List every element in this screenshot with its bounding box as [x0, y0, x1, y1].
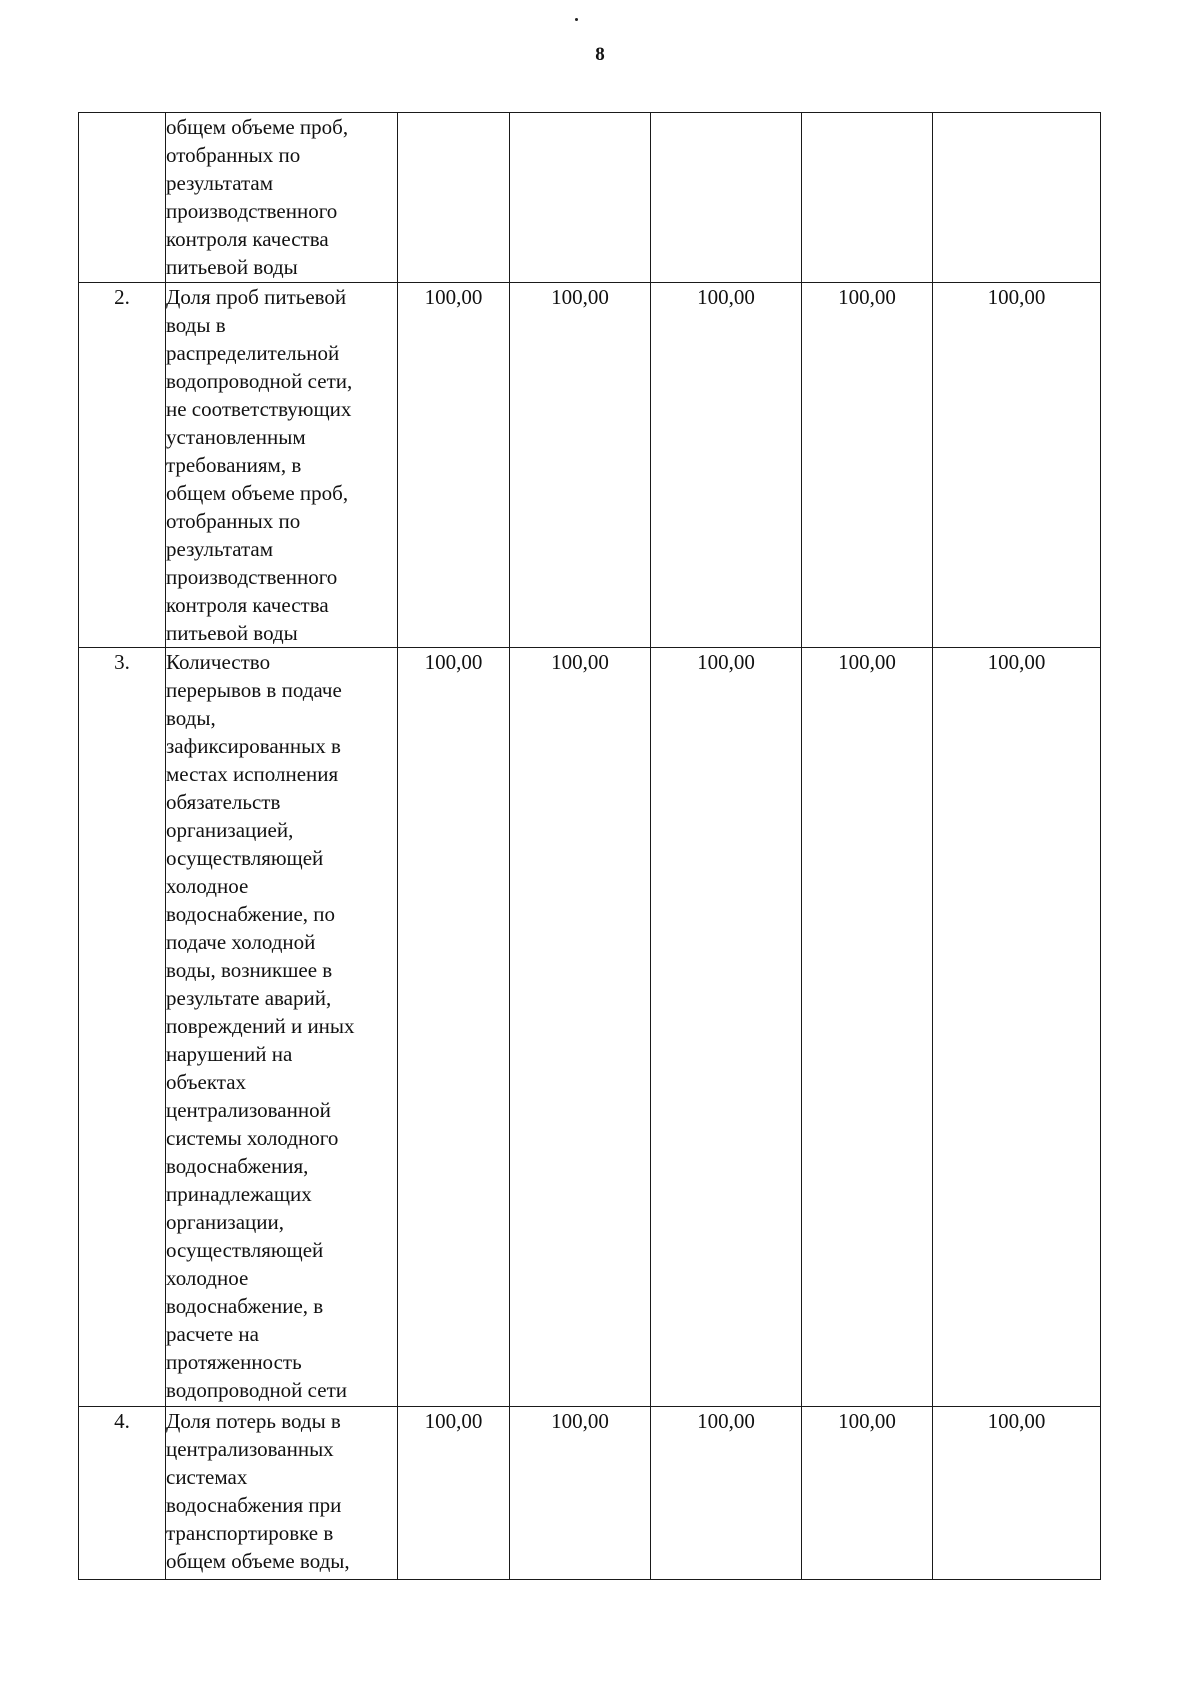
indicator-name-line: водоснабжения,	[166, 1154, 309, 1178]
value-text: 100,00	[697, 285, 755, 309]
value-text: 100,00	[551, 650, 609, 674]
indicator-name-line: протяженность	[166, 1350, 302, 1374]
indicator-name-cell	[166, 113, 398, 283]
indicator-name-line: повреждений и иных	[166, 1014, 355, 1038]
indicators-table	[78, 112, 1101, 1580]
indicator-name-line: распределительной	[166, 341, 340, 365]
indicator-name-cell	[166, 648, 398, 1407]
indicator-name-line: осуществляющей	[166, 846, 324, 870]
indicator-name-line: производственного	[166, 565, 338, 589]
indicator-name-line: перерывов в подаче	[166, 678, 342, 702]
value-text: 100,00	[838, 650, 896, 674]
indicator-name-line: установленным	[166, 425, 306, 449]
indicator-name-line: результате аварий,	[166, 986, 332, 1010]
indicator-name-line: водоснабжение, в	[166, 1294, 324, 1318]
value-text: 100,00	[987, 285, 1046, 309]
indicator-name-line: системы холодного	[166, 1126, 339, 1150]
indicator-name-line: местах исполнения	[166, 762, 339, 786]
indicator-name-line: обязательств	[166, 790, 281, 814]
indicator-name-line: результатам	[166, 171, 274, 195]
indicator-name-line: водоснабжения при	[166, 1493, 342, 1517]
indicator-name-line: воды в	[166, 313, 226, 337]
value-cell-3	[651, 113, 802, 283]
indicator-name-line: принадлежащих	[166, 1182, 312, 1206]
row-number-cell	[79, 283, 166, 648]
indicator-name-cell	[166, 283, 398, 648]
table-row	[79, 1407, 1101, 1580]
indicator-name-line: централизованных	[166, 1437, 334, 1461]
indicator-name-cell	[166, 1407, 398, 1580]
indicator-name-line: питьевой воды	[166, 621, 298, 645]
indicator-name-line: воды, возникшее в	[166, 958, 333, 982]
row-number: 2.	[114, 285, 130, 309]
scan-dot	[575, 18, 578, 21]
value-cell-5	[933, 283, 1101, 648]
row-number-cell	[79, 648, 166, 1407]
indicator-name-line: организацией,	[166, 818, 294, 842]
value-cell-5	[933, 113, 1101, 283]
indicator-name-line: воды,	[166, 706, 216, 730]
indicator-name-line: водопроводной сети,	[166, 369, 353, 393]
indicator-name-line: Доля проб питьевой	[166, 285, 347, 309]
indicator-name-line: общем объеме проб,	[166, 115, 349, 139]
value-cell-1	[398, 648, 510, 1407]
value-cell-4	[802, 283, 933, 648]
indicator-name-line: требованиям, в	[166, 453, 302, 477]
value-text: 100,00	[551, 285, 609, 309]
row-number-cell	[79, 1407, 166, 1580]
value-cell-5	[933, 648, 1101, 1407]
value-text: 100,00	[697, 1409, 755, 1433]
table-row	[79, 648, 1101, 1407]
value-cell-1	[398, 283, 510, 648]
table-row	[79, 283, 1101, 648]
page-number: 8	[595, 44, 605, 65]
indicator-name-line: контроля качества	[166, 593, 329, 617]
indicator-name-line: объектах	[166, 1070, 247, 1094]
indicator-name-line: отобранных по	[166, 509, 301, 533]
indicator-name-line: общем объеме воды,	[166, 1549, 350, 1573]
value-text: 100,00	[838, 1409, 896, 1433]
value-cell-3	[651, 1407, 802, 1580]
value-cell-4	[802, 113, 933, 283]
value-cell-5	[933, 1407, 1101, 1580]
indicator-name-line: контроля качества	[166, 227, 329, 251]
indicator-name-line: осуществляющей	[166, 1238, 324, 1262]
value-cell-2	[510, 648, 651, 1407]
row-number: 4.	[114, 1409, 130, 1433]
value-cell-3	[651, 648, 802, 1407]
indicator-name-line: холодное	[166, 874, 249, 898]
indicator-name-line: отобранных по	[166, 143, 301, 167]
indicator-name-line: подаче холодной	[166, 930, 316, 954]
value-text: 100,00	[424, 650, 483, 674]
indicator-name-line: организации,	[166, 1210, 284, 1234]
value-cell-2	[510, 113, 651, 283]
indicator-name-line: производственного	[166, 199, 338, 223]
value-text: 100,00	[987, 1409, 1046, 1433]
indicator-name-line: централизованной	[166, 1098, 331, 1122]
indicator-name-line: расчете на	[166, 1322, 259, 1346]
indicator-name-line: общем объеме проб,	[166, 481, 349, 505]
value-text: 100,00	[697, 650, 755, 674]
indicator-name-line: водоснабжение, по	[166, 902, 336, 926]
value-cell-4	[802, 1407, 933, 1580]
row-number-cell	[79, 113, 166, 283]
value-text: 100,00	[424, 1409, 483, 1433]
value-cell-4	[802, 648, 933, 1407]
table-row	[79, 113, 1101, 283]
indicator-name-line: зафиксированных в	[166, 734, 341, 758]
value-cell-2	[510, 1407, 651, 1580]
indicator-name-line: транспортировке в	[166, 1521, 334, 1545]
value-text: 100,00	[838, 285, 896, 309]
indicator-name-line: холодное	[166, 1266, 249, 1290]
value-cell-1	[398, 113, 510, 283]
value-cell-3	[651, 283, 802, 648]
row-number: 3.	[114, 650, 130, 674]
indicator-name-line: нарушений на	[166, 1042, 293, 1066]
indicator-name-line: Доля потерь воды в	[166, 1409, 341, 1433]
indicator-name-line: результатам	[166, 537, 274, 561]
indicator-name-line: водопроводной сети	[166, 1378, 347, 1402]
value-cell-1	[398, 1407, 510, 1580]
value-text: 100,00	[551, 1409, 609, 1433]
indicator-name-line: не соответствующих	[166, 397, 352, 421]
indicator-name-line: Количество	[166, 650, 271, 674]
indicator-name-line: системах	[166, 1465, 248, 1489]
value-text: 100,00	[987, 650, 1046, 674]
value-text: 100,00	[424, 285, 483, 309]
value-cell-2	[510, 283, 651, 648]
indicator-name-line: питьевой воды	[166, 255, 298, 279]
